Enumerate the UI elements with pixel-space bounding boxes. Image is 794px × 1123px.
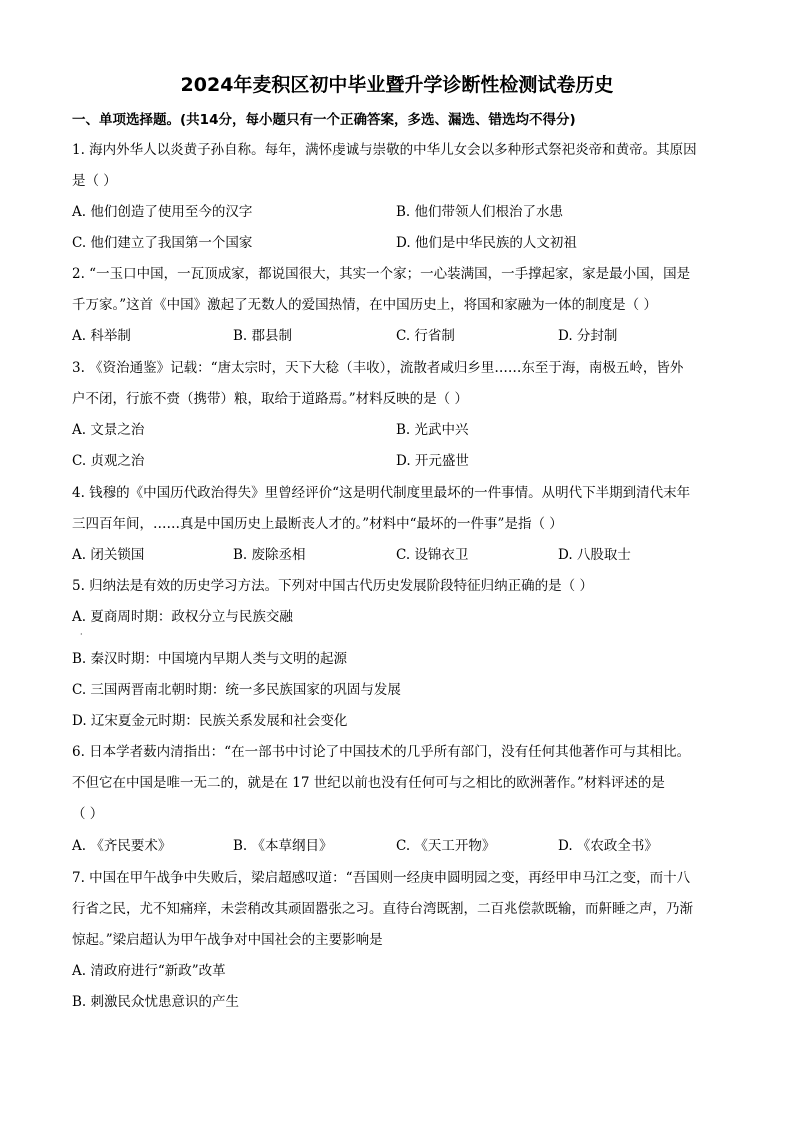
question-5-option-b: B. 秦汉时期：中国境内早期人类与文明的起源 (72, 651, 348, 667)
question-4-option-c: C. 设锦衣卫 (396, 547, 469, 563)
question-5-line-1: 5. 归纳法是有效的历史学习方法。下列对中国古代历史发展阶段特征归纳正确的是（ ） (72, 578, 593, 594)
question-7-line-1: 7. 中国在甲午战争中失败后，梁启超感叹道：“吾国则一经庚申圆明园之变，再经甲申马江之变，而十八 (72, 870, 691, 886)
question-2-line-1: 2. “一玉口中国，一瓦顶成家，都说国很大，其实一个家；一心装满国，一手撑起家，家是最小国，国是 (72, 266, 691, 282)
question-4-line-1: 4. 钱穆的《中国历代政治得失》里曾经评价“这是明代制度里最坏的一件事情。从明代下半期到清代末年 (72, 485, 691, 501)
question-1-line-1: 1. 海内外华人以炎黄子孙自称。每年，满怀虔诚与崇敬的中华儿女会以多种形式祭祀炎帝和黄帝。其原因 (72, 142, 697, 158)
question-6-option-c: C. 《天工开物》 (396, 838, 496, 854)
section-heading: 一、单项选择题。(共14分，每小题只有一个正确答案，多选、漏选、错选均不得分) (72, 112, 576, 128)
question-2-option-c: C. 行省制 (396, 328, 455, 344)
question-6-option-d: D. 《农政全书》 (558, 838, 658, 854)
question-5-option-d: D. 辽宋夏金元时期：民族关系发展和社会变化 (72, 713, 348, 729)
question-6-line-1: 6. 日本学者薮内清指出：“在一部书中讨论了中国技术的几乎所有部门，没有任何其他著作可与其相比。 (72, 744, 691, 760)
question-1-line-2: 是（ ） (72, 173, 117, 189)
question-4-line-2: 三四百年间，……真是中国历史上最断丧人才的。”材料中“最坏的一件事”是指（ ） (72, 516, 563, 532)
question-2-line-2: 千万家。”这首《中国》激起了无数人的爱国热情，在中国历史上，将国和家融为一体的制度是（ ） (72, 297, 657, 313)
question-2-option-d: D. 分封制 (558, 328, 618, 344)
question-4-option-a: A. 闭关锁国 (72, 547, 145, 563)
question-3-line-2: 户不闭，行旅不赍（携带）粮，取给于道路焉。”材料反映的是（ ） (72, 391, 468, 407)
question-4-option-d: D. 八股取士 (558, 547, 631, 563)
question-1-option-b: B. 他们带领人们根治了水患 (396, 204, 564, 220)
question-4-option-b: B. 废除丞相 (233, 547, 306, 563)
question-3-option-a: A. 文景之治 (72, 422, 145, 438)
question-5-option-a: A. 夏商周时期：政权分立与民族交融 (72, 609, 293, 625)
page-title: 2024年麦积区初中毕业暨升学诊断性检测试卷历史 (180, 74, 614, 96)
question-2-option-a: A. 科举制 (72, 328, 131, 344)
question-5-option-c: C. 三国两晋南北朝时期：统一多民族国家的巩固与发展 (72, 682, 401, 698)
question-7-line-3: 惊起。”梁启超认为甲午战争对中国社会的主要影响是 (72, 932, 383, 948)
question-6-line-2: 不但它在中国是唯一无二的，就是在 17 世纪以前也没有任何可与之相比的欧洲著作。”材料评述的是 (72, 775, 665, 791)
question-1-option-d: D. 他们是中华民族的人文初祖 (396, 235, 577, 251)
stray-dot: · (80, 630, 83, 639)
question-6-option-b: B. 《本草纲目》 (233, 838, 333, 854)
question-7-option-a: A. 清政府进行“新政”改革 (72, 963, 226, 979)
question-1-option-a: A. 他们创造了使用至今的汉字 (72, 204, 253, 220)
question-3-option-c: C. 贞观之治 (72, 453, 145, 469)
question-1-option-c: C. 他们建立了我国第一个国家 (72, 235, 253, 251)
question-2-option-b: B. 郡县制 (233, 328, 293, 344)
question-6-option-a: A. 《齐民要术》 (72, 838, 172, 854)
question-3-option-d: D. 开元盛世 (396, 453, 469, 469)
question-6-line-3: （ ） (72, 806, 104, 822)
question-7-option-b: B. 刺激民众忧患意识的产生 (72, 994, 240, 1010)
question-7-line-2: 行省之民，尤不知痛痒，未尝稍改其顽固嚣张之习。直待台湾既割，二百兆偿款既输，而鼾睡之声，乃渐 (72, 901, 693, 917)
question-3-option-b: B. 光武中兴 (396, 422, 469, 438)
question-3-line-1: 3. 《资治通鉴》记载：“唐太宗时，天下大稔（丰收），流散者咸归乡里……东至于海，南极五岭，皆外 (72, 360, 684, 376)
